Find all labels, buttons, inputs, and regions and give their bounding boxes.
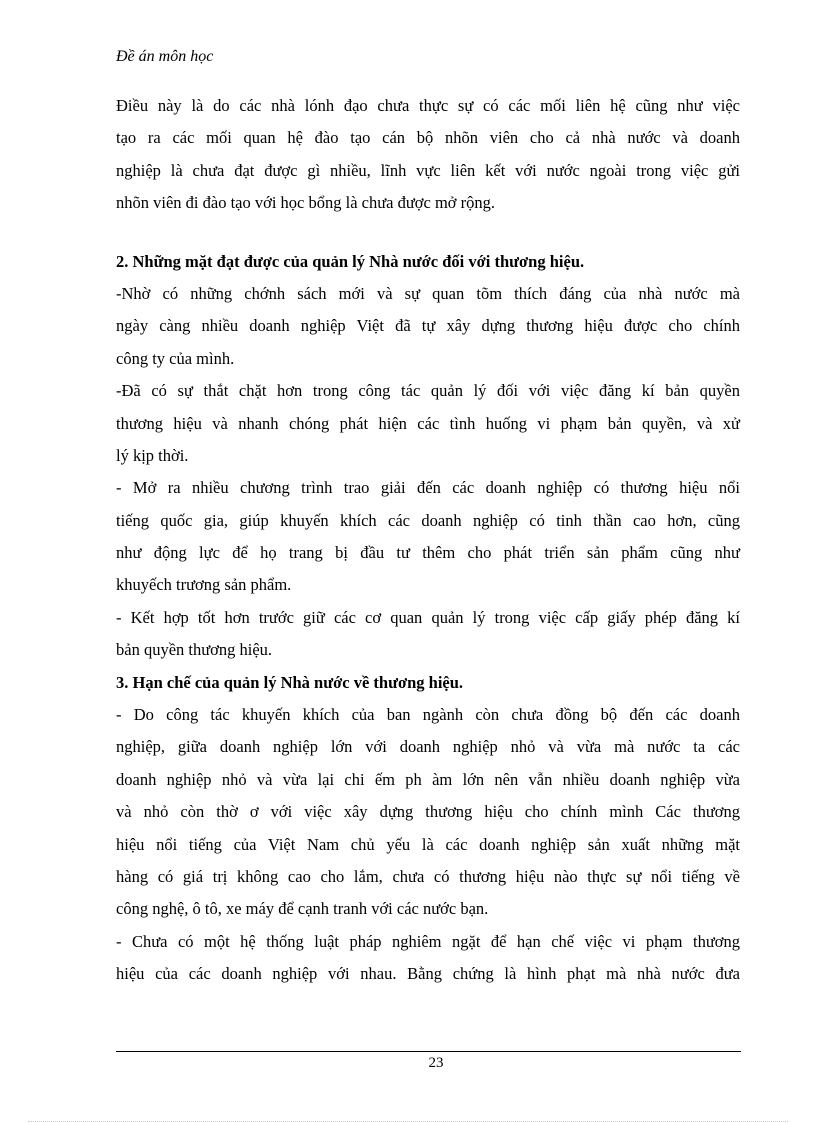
text-line: - Chưa có một hệ thống luật pháp nghiêm ngặt để hạn chế việc vi phạm thương [116, 931, 740, 951]
section-heading: 3. Hạn chế của quản lý Nhà nước về thương hiệu. [116, 672, 464, 692]
text-line: doanh nghiệp nhỏ và vừa lại chi ếm ph àm lớn nên vẫn nhiều doanh nghiệp vừa [116, 769, 740, 789]
text-line: hàng có giá trị không cao cho lắm, chưa có thương hiệu nào thực sự nổi tiếng về [116, 866, 740, 886]
text-line: công ty của mình. [116, 348, 235, 368]
intro-paragraph [116, 90, 740, 220]
text-line: công nghệ, ô tô, xe máy để cạnh tranh với các nước bạn. [116, 899, 489, 919]
text-line: khuyếch trương sản phẩm. [116, 575, 292, 595]
page-edge-divider [28, 1121, 788, 1122]
text-line: tiếng quốc gia, giúp khuyến khích các doanh nghiệp có tinh thần cao hơn, cũng [116, 510, 740, 530]
text-line: thương hiệu và nhanh chóng phát hiện các tình huống vi phạm bản quyền, và xử [116, 413, 740, 433]
text-line: như động lực để họ trang bị đầu tư thêm cho phát triển sản phẩm cũng như [116, 543, 740, 563]
page-number: 23 [428, 1055, 444, 1071]
text-line: - Kết hợp tốt hơn trước giữ các cơ quan quản lý trong việc cấp giấy phép đăng kí [116, 607, 740, 627]
text-line: -Đã có sự thắt chặt hơn trong công tác quản lý đối với việc đăng kí bản quyền [116, 381, 740, 401]
text-line: nghiệp, giữa doanh nghiệp lớn với doanh nghiệp nhỏ và vừa mà nước ta các [116, 737, 740, 757]
text-line: bản quyền thương hiệu. [116, 640, 273, 660]
text-line: - Mở ra nhiều chương trình trao giải đến các doanh nghiệp có thương hiệu nổi [116, 478, 740, 498]
text-line: lý kịp thời. [116, 445, 189, 465]
paragraph-gap [116, 220, 740, 246]
text-line: ngày càng nhiều doanh nghiệp Việt đã tự xây dựng thương hiệu được cho chính [116, 316, 740, 336]
section-3 [116, 667, 740, 991]
text-line: nhõn viên đi đào tạo với học bổng là chưa được mở rộng. [116, 193, 496, 213]
section-heading: 2. Những mặt đạt được của quản lý Nhà nước đối với thương hiệu. [116, 251, 585, 271]
text-line: -Nhờ có những chớnh sách mới và sự quan tõm thích đáng của nhà nước mà [116, 283, 740, 303]
text-line: Điều này là do các nhà lónh đạo chưa thực sự có các mối liên hệ cũng như việc [116, 96, 740, 115]
text-line: hiệu của các doanh nghiệp với nhau. Bằng chứng là hình phạt mà nhà nước đưa [116, 964, 740, 984]
running-header: Đề án môn học [116, 48, 214, 65]
document-body [116, 90, 740, 991]
text-line: hiệu nổi tiếng của Việt Nam chủ yếu là các doanh nghiệp sản xuất những mặt [116, 834, 740, 854]
text-line: tạo ra các mối quan hệ đào tạo cán bộ nhõn viên cho cả nhà nước và doanh [116, 128, 740, 148]
text-line: và nhỏ còn thờ ơ với việc xây dựng thương hiệu cho chính mình Các thương [116, 802, 740, 822]
text-line: - Do công tác khuyến khích của ban ngành còn chưa đồng bộ đến các doanh [116, 705, 740, 725]
text-line: nghiệp là chưa đạt được gì nhiều, lĩnh vực liên kết với nước ngoài trong việc gửi [116, 160, 740, 180]
section-2 [116, 246, 740, 667]
footer-rule [116, 1051, 741, 1052]
